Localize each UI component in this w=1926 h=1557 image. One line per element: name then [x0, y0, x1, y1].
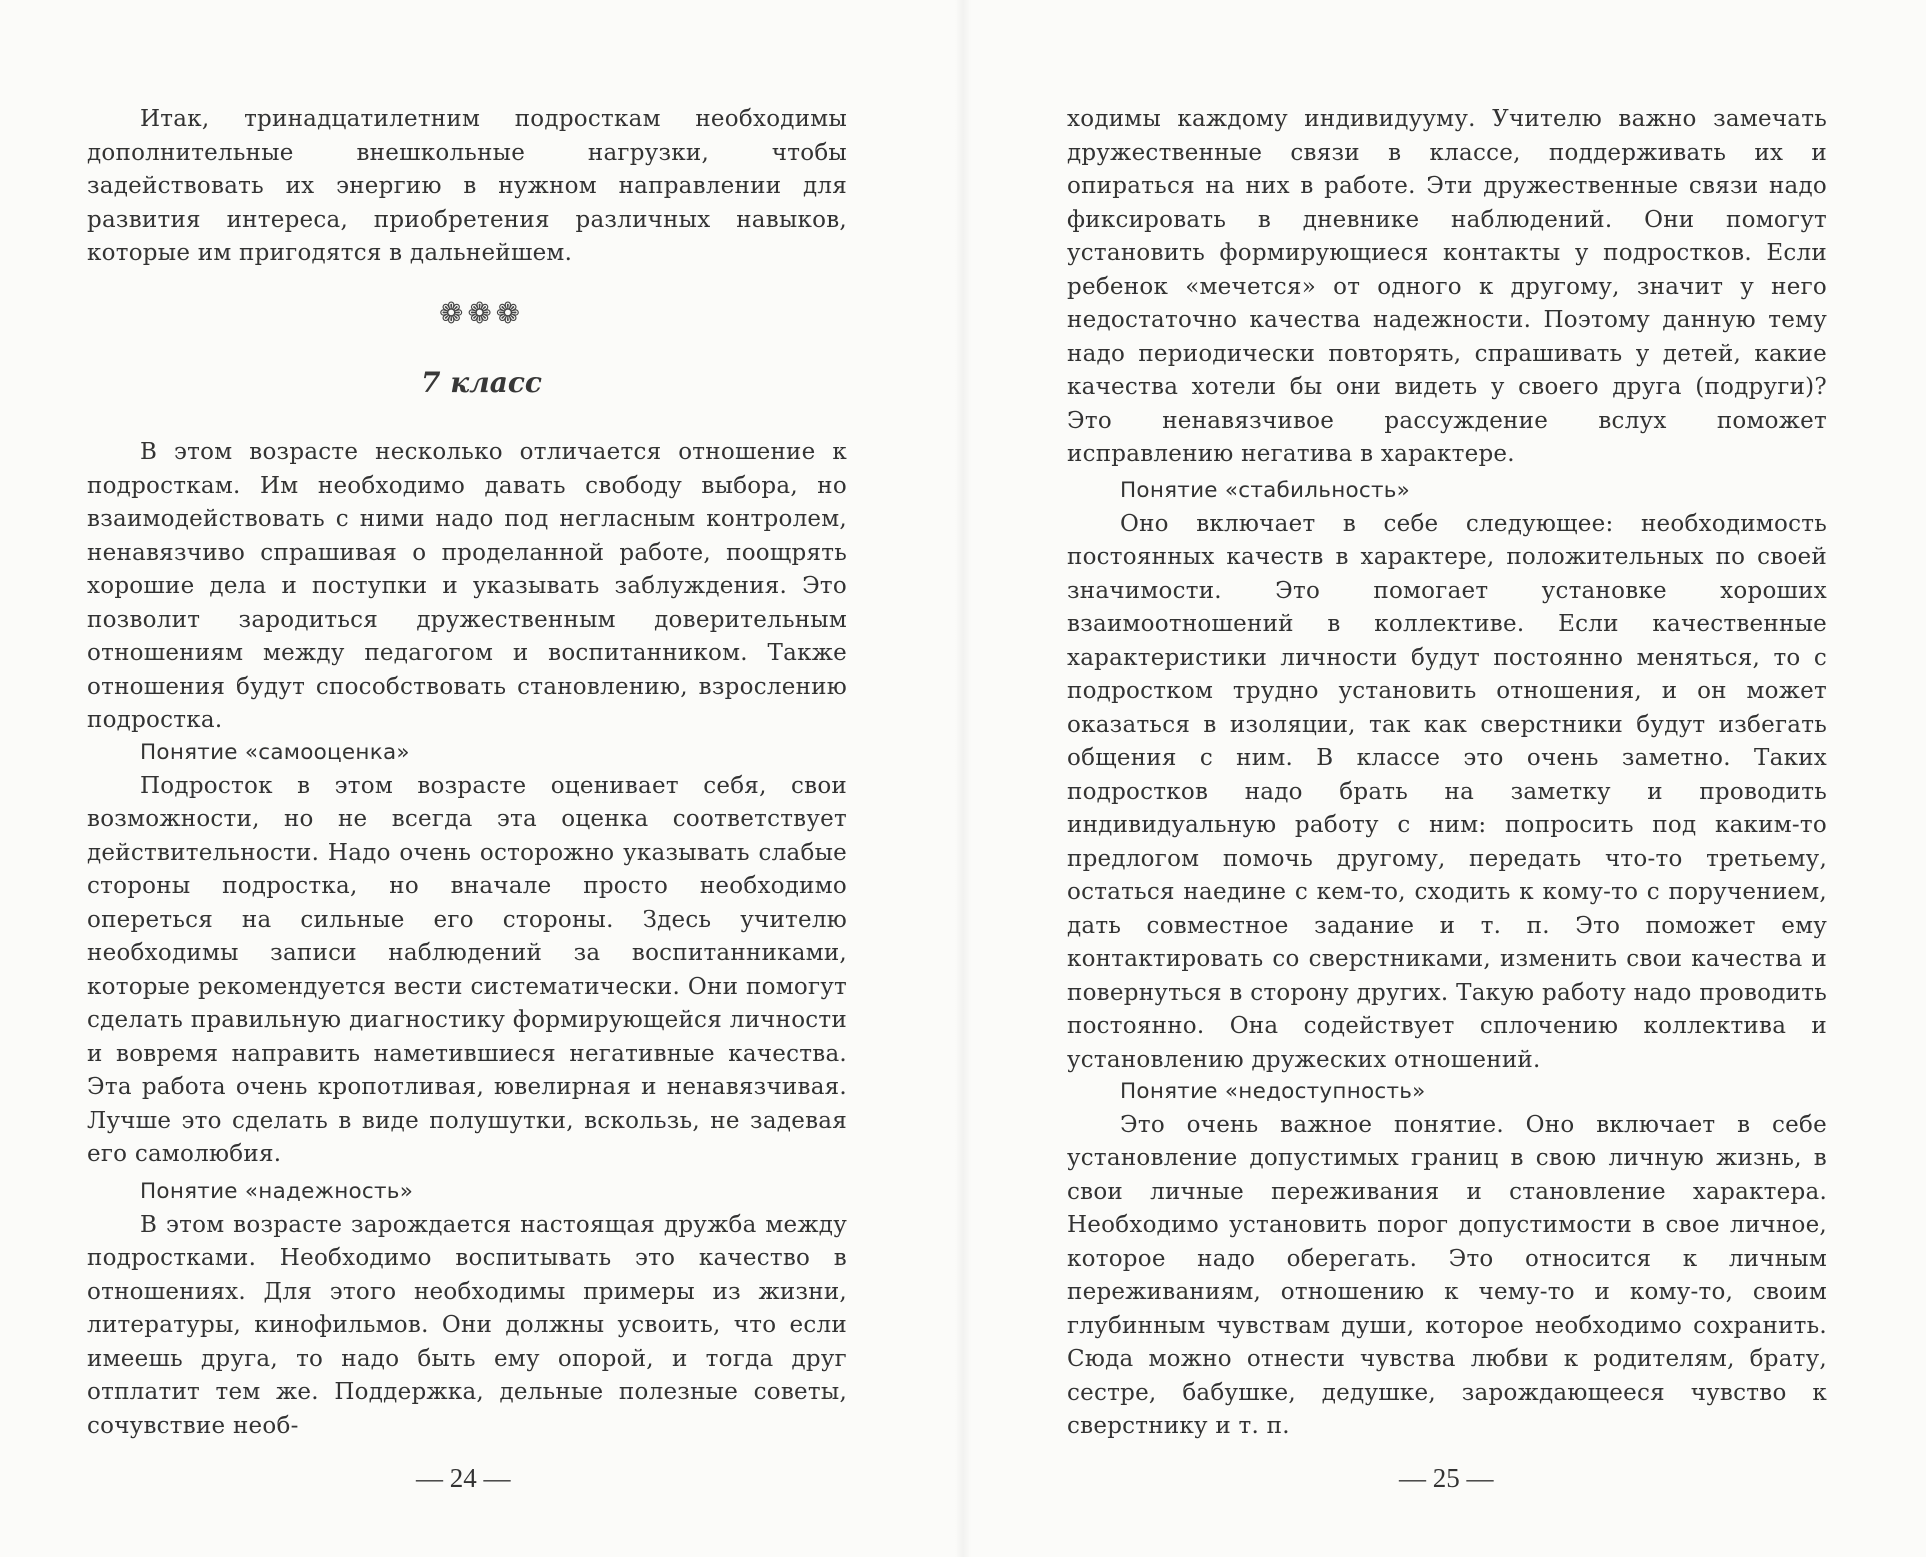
inaccessibility-section	[1067, 1075, 1827, 1444]
left-section-intro-block	[87, 436, 847, 738]
right-page	[963, 0, 1926, 1557]
page-number-left: — 24 —	[416, 1463, 511, 1493]
continuation-paragraph: ходимы каждому индивидууму. Учителю важно замечать дружественные связи в классе, поддерживать их и опираться на них в работе. Эти дружественные связи надо фиксировать в дневнике наблюдений. Они помогут установить формирующиеся контакты у подростков. Если ребенок «мечется» от одного к другому, значит у него недостаточно качества надежности. Поэтому данную тему надо периодически повторять, спрашивать у детей, какие качества хотели бы они видеть у своего друга (подруги)? Это ненавязчивое рассуждение вслух поможет исправлению негатива в характере.	[1067, 106, 1827, 467]
self-esteem-section	[87, 736, 847, 1172]
intro-paragraph: Итак, тринадцатилетним подросткам необходимы дополнительные внешкольные нагрузки, чтобы задействовать их энергию в нужном направлении для развития интереса, приобретения различных навыков, которые им пригодятся в дальнейшем.	[87, 106, 847, 266]
left-intro-block	[87, 103, 847, 271]
inaccessibility-paragraph: Это очень важное понятие. Оно включает в себе установление допустимых границ в свою личную жизнь, в свои личные переживания и становление характера. Необходимо установить порог допустимости в свое личное, которое надо оберегать. Это относится к личным переживаниям, отношению к чему-то и кому-то, своим глубинным чувствам души, которое необходимо сохранить. Сюда можно отнести чувства любви к родителям, брату, сестре, бабушке, дедушке, зарождающееся чувство к сверстнику и т. п.	[1067, 1111, 1827, 1439]
self-esteem-paragraph: Подросток в этом возрасте оценивает себя, свои возможности, но не всегда эта оценка соответствует действительности. Надо очень осторожно указывать слабые стороны подростка, но вначале просто необходимо опереться на сильные его стороны. Здесь учителю необходимы записи наблюдений за воспитанниками, которые рекомендуется вести систематически. Они помогут сделать правильную диагностику формирующейся личности и вовремя направить наметившиеся негативные качества. Эта работа очень кропотливая, ювелирная и ненавязчивая. Лучше это сделать в виде полушутки, вскользь, не задевая его самолюбия.	[87, 772, 847, 1167]
stability-paragraph: Оно включает в себе следующее: необходимость постоянных качеств в характере, положительных по своей значимости. Это помогает установке хороших взаимоотношений в коллективе. Если качественные характеристики личности будут постоянно меняться, то с подростком трудно установить отношения, и он может оказаться в изоляции, так как сверстники будут избегать общения с ним. В классе это очень заметно. Таких подростков надо брать на заметку и проводить индивидуальную работу с ним: попросить под каким-то предлогом помочь другому, передать что-то третьему, остаться наедине с кем-то, сходить к кому-то с поручением, дать совместное задание и т. п. Это поможет ему контактировать со сверстниками, изменить свои качества и повернуться в сторону других. Такую работу надо проводить постоянно. Она содействует сплочению коллектива и установлению дружеских отношений.	[1067, 510, 1827, 1073]
reliability-section	[87, 1175, 847, 1443]
heading-stability: Понятие «стабильность»	[1120, 478, 1411, 503]
heading-reliability: Понятие «надежность»	[140, 1179, 414, 1204]
heading-self-esteem: Понятие «самооценка»	[140, 740, 410, 765]
right-continuation-block	[1067, 103, 1827, 472]
section-title: 7 класс	[421, 366, 542, 399]
reliability-paragraph: В этом возрасте зарождается настоящая дружба между подростками. Необходимо воспитывать это качество в отношениях. Для этого необходимы примеры из жизни, литературы, кинофильмов. Они должны усвоить, что если имеешь друга, то надо быть ему опорой, и тогда друг отплатит тем же. Поддержка, дельные полезные советы, сочувствие необ-	[87, 1211, 847, 1439]
page-number-right: — 25 —	[1399, 1463, 1494, 1493]
ornament-divider-icon: ❁❁❁	[439, 296, 524, 330]
heading-inaccessibility: Понятие «недоступность»	[1120, 1079, 1426, 1104]
stability-section	[1067, 474, 1827, 1077]
section-intro-paragraph: В этом возрасте несколько отличается отношение к подросткам. Им необходимо давать свободу выбора, но взаимодействовать с ними надо под негласным контролем, ненавязчиво спрашивая о проделанной работе, поощрять хорошие дела и поступки и указывать заблуждения. Это позволит зародиться дружественным доверительным отношениям между педагогом и воспитанником. Также отношения будут способствовать становлению, взрослению подростка.	[87, 439, 847, 733]
